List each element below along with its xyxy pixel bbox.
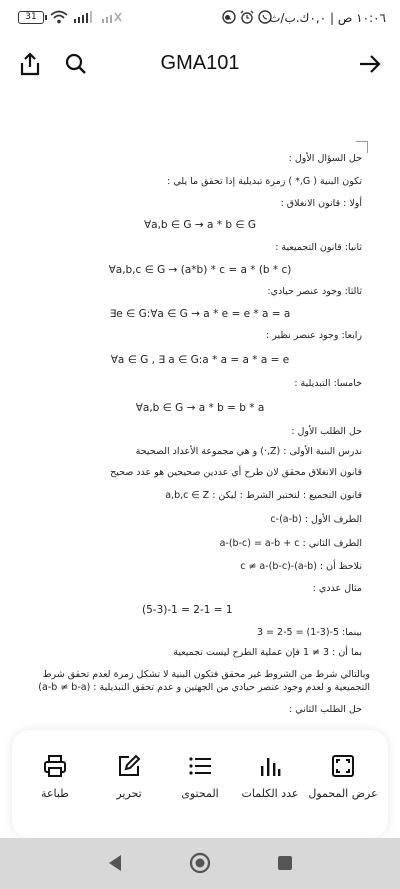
contents-label: المحتوى [181,787,219,800]
word-count-label: عدد الكلمات [241,787,299,800]
status-app-icons [222,10,272,24]
doc-formula: ∀a,b ∈ G → a * b ∈ G [143,219,257,231]
home-nav-button[interactable] [187,850,213,876]
bottom-toolbar [12,730,388,838]
doc-line: حل الطلب الأول : [291,426,362,437]
recents-nav-button[interactable] [272,850,298,876]
edit-label: تحرير [116,787,142,800]
bar-chart-icon [258,754,282,778]
doc-line: ثالثا: وجود عنصر حيادي: [267,286,362,297]
app-header [0,36,400,92]
doc-line: أولا : قانون الانغلاق : [280,198,362,209]
mobile-view-label: عرض المحمول [308,787,378,800]
doc-line: مثال عددي : [312,583,362,594]
signal-icon [74,11,96,23]
doc-formula: ∀a,b,c ∈ G → (a*b) * c = a * (b * c) [108,264,292,276]
doc-line: نلاحظ أن : (a-b)-c ≠ a-(b-c) [240,561,362,572]
alarm-icon [240,10,254,24]
status-left-icons [18,10,122,24]
doc-line: بما أن : 3 ≠ 1 فإن عملية الطرح ليست تجميعية [173,647,362,658]
doc-formula: ∀a ∈ G , ∃ a ∈ G:a * a = a * a = e [110,354,290,366]
list-icon [188,754,212,778]
back-nav-button[interactable] [102,850,128,876]
word-count-button[interactable] [234,754,306,802]
doc-line: بينما: 5-(3-1) = 5-2 = 3 [256,627,362,638]
doc-line: رابعا: وجود عنصر نظير : [266,330,362,341]
doc-line: تكون البنية ( G,* ) زمرة تبديلية إذا تحقق ما يلي : [167,176,362,187]
forward-button[interactable] [356,50,384,78]
home-circle-icon [189,852,211,874]
doc-line: حل السؤال الأول : [288,153,362,164]
doc-line: الطرف الثاني : a-(b-c) = a-b + c [219,538,362,549]
print-icon [43,754,67,778]
page-corner-mark [356,141,368,153]
doc-line: خامسا: التبديلية : [294,378,362,389]
edit-button[interactable] [94,754,164,802]
signal-2-icon [102,11,122,23]
arrow-right-icon [358,54,382,74]
back-triangle-icon [107,854,123,872]
edit-icon [117,754,141,778]
doc-paragraph: وبالتالي شرط من الشروط غير محقق فتكون البنية لا تشكل زمرة لعدم تحقق شرط التجميعية و لعدم وجود عنصر حيادي من الجهتين و عدم تحقق التبديلية : (a-b ≠ b-a) [38,669,370,693]
status-bar [0,0,400,36]
doc-line: ندرس البنية الأولى : (Z,·) و هي مجموعة الأعداد الصحيحة [135,446,362,457]
print-label: طباعة [41,787,69,800]
system-nav-bar [0,838,400,889]
recents-square-icon [277,855,293,871]
doc-line: ثانيا: قانون التجميعية : [275,242,362,253]
doc-formula: (5-3)-1 = 2-1 = 1 [142,604,233,616]
contents-button[interactable] [165,754,235,802]
status-time: ١٠:٠٦ ص | ٠,٠ك.ب/ث [269,11,386,25]
doc-formula: ∃e ∈ G:∀a ∈ G → a * e = e * a = a [109,308,291,320]
battery-icon: 31 [18,11,44,24]
doc-line: الطرف الأول : (a-b)-c [270,514,362,525]
mobile-view-button[interactable] [308,754,378,802]
print-button[interactable] [20,754,90,802]
doc-line: قانون التجميع : لنختبر الشرط : ليكن : a,b,c ∈ Z [165,490,362,501]
wifi-icon [50,10,68,24]
doc-line: قانون الانغلاق محقق لان طرح أي عددين صحيحين هو عدد صحيح [110,467,362,478]
doc-formula: ∀a,b ∈ G → a * b = b * a [135,402,265,414]
mobile-view-icon [331,754,355,778]
doc-line: حل الطلب الثاني : [289,704,362,715]
document-title: GMA101 [160,52,240,74]
whatsapp-icon [222,10,236,24]
